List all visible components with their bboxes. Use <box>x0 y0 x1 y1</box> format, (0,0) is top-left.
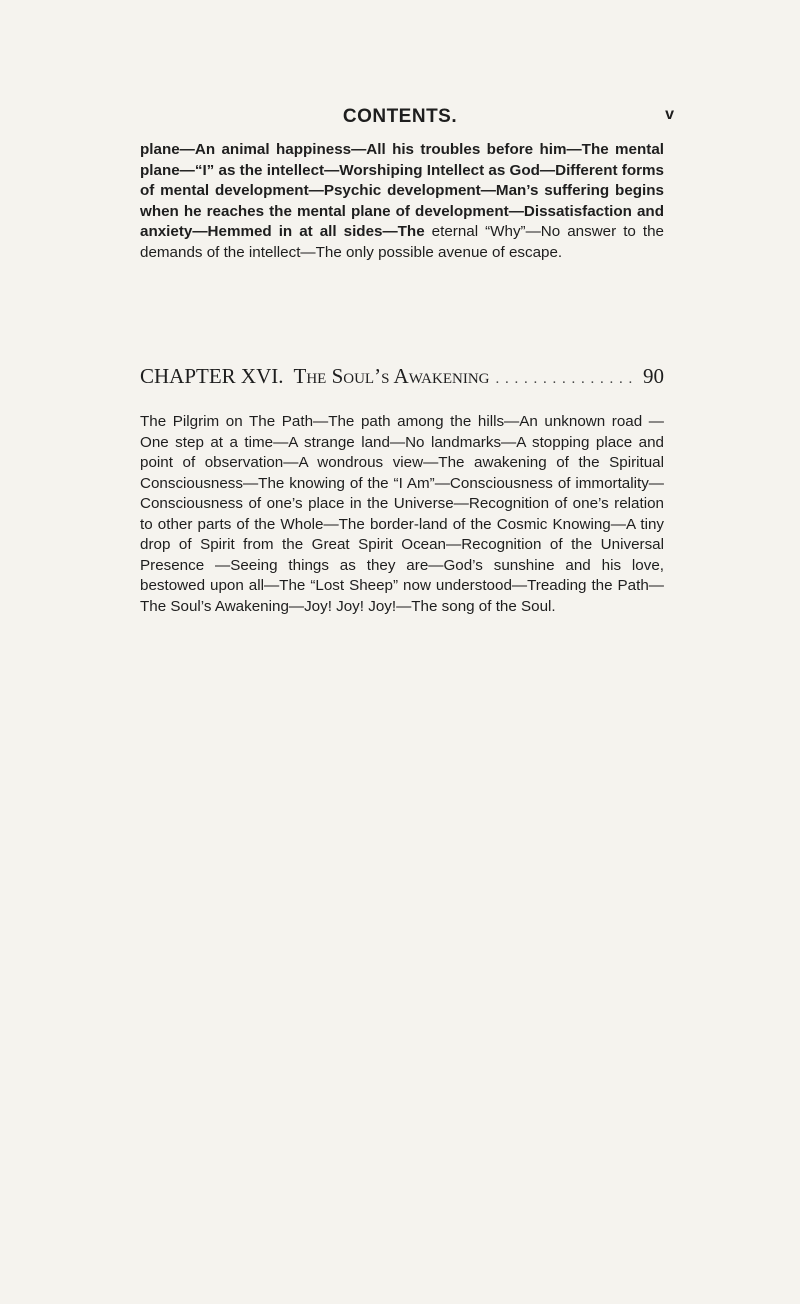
chapter-xv-summary-bold: plane—An animal happiness—All his troubles before him—The mental plane—“I” as the intellect—Worshiping Intellect as God—Different forms of mental development—Psychic development—Man’s suffering begins when he reaches the mental plane of development—Dissatisfaction and anxiety—Hemmed in at all sides—The <box>140 141 664 240</box>
chapter-xvi-summary: The Pilgrim on The Path—The path among the hills—An unknown road —One step at a time—A strange land—No landmarks—A stopping place and point of observation—A wondrous view—The awakening of the Spiritual Consciousness—The knowing of the “I Am”—Consciousness of immortality—Consciousness of one’s place in the Universe—Recognition of one’s relation to other parts of the Whole—The border-land of the Cosmic Knowing—A tiny drop of Spirit from the Great Spirit Ocean—Recognition of the Universal Presence —Seeing things as they are—God’s sunshine and his love, bestowed upon all—The “Lost Sheep” now understood—Treading the Path—The Soul’s Awakening—Joy! Joy! Joy!—The song of the Soul. <box>140 413 664 615</box>
toc-entry-chapter-xvi <box>140 364 664 392</box>
chapter-number: CHAPTER XVI. <box>140 364 284 388</box>
running-head <box>140 106 674 130</box>
page-number: v <box>665 106 674 123</box>
running-title: CONTENTS. <box>342 106 458 127</box>
chapter-title: The Soul’s Awakening <box>293 364 490 388</box>
dot-leader <box>496 371 637 388</box>
chapter-xv-summary-continued <box>140 140 664 263</box>
chapter-xv-summary-rest: eternal “Why”—No answer to the demands of the intellect—The only possible avenue of escape. <box>140 223 664 261</box>
chapter-page-number: 90 <box>643 364 664 388</box>
